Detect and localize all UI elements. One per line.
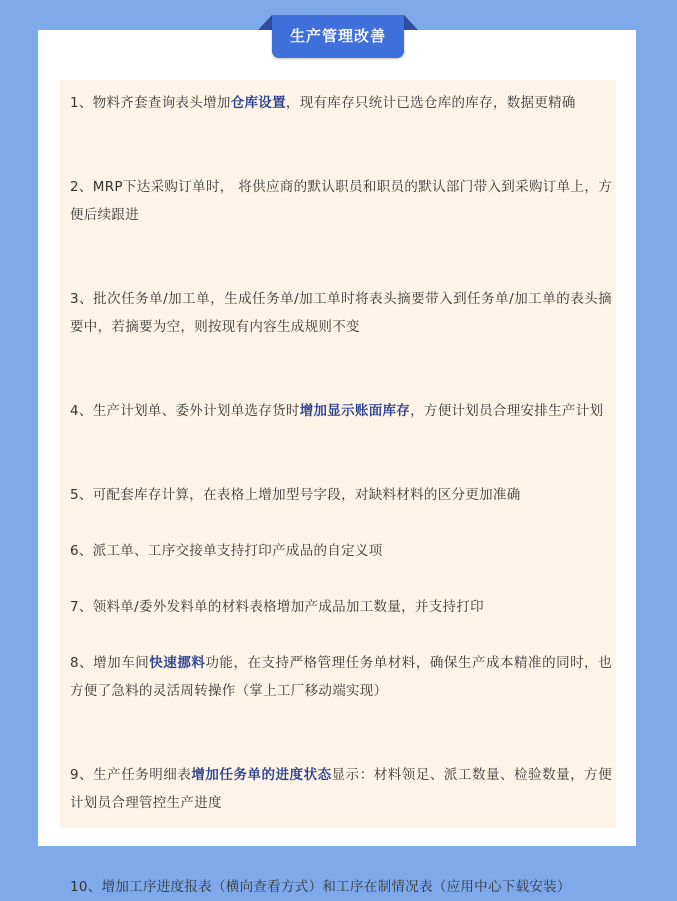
item-text: 5、可配套库存计算，在表格上增加型号字段，对缺料材料的区分更加准确 <box>70 487 521 503</box>
item-text: 1、物料齐套查询表头增加 <box>70 95 231 111</box>
item-text: 2、MRP下达采购订单时， 将供应商的默认职员和职员的默认部门带入到采购订单上，方便后续跟进 <box>70 179 612 223</box>
item-text: 4、生产计划单、委外计划单选存货时 <box>70 403 300 419</box>
item-text: 7、领料单/委外发料单的材料表格增加产成品加工数量，并支持打印 <box>70 599 484 615</box>
item-text: ，方便计划员合理安排生产计划 <box>410 403 604 419</box>
title-badge <box>258 15 418 59</box>
item-text: 功能，在支持严格管理任务单材料，确保生产成本精准的同时，也方便了急料的灵活周转操作（掌上工厂移动端实现） <box>70 655 613 699</box>
item-text: 6、派工单、工序交接单支持打印产成品的自定义项 <box>70 543 383 559</box>
list-item <box>70 397 612 425</box>
item-text: 8、增加车间 <box>70 655 150 671</box>
list-item <box>70 873 612 901</box>
list-item <box>70 649 612 705</box>
item-text: 9、生产任务明细表 <box>70 767 192 783</box>
list-item <box>70 89 612 117</box>
ribbon-fold-right <box>404 15 418 30</box>
list-item <box>70 537 612 565</box>
list-item <box>70 481 612 509</box>
item-text: 3、批次任务单/加工单，生成任务单/加工单时将表头摘要带入到任务单/加工单的表头摘要中，若摘要为空，则按现有内容生成规则不变 <box>70 291 612 335</box>
highlight-text: 增加任务单的进度状态 <box>191 767 332 783</box>
highlight-text: 仓库设置 <box>230 95 286 111</box>
highlight-text: 增加显示账面库存 <box>299 403 411 419</box>
ribbon-fold-left <box>258 15 272 30</box>
item-text: 10、增加工序进度报表（横向查看方式）和工序在制情况表（应用中心下载安装） <box>70 879 571 895</box>
list-item <box>70 285 612 341</box>
highlight-text: 快速挪料 <box>149 655 206 671</box>
list-item <box>70 761 612 817</box>
item-text: ，现有库存只统计已选仓库的库存，数据更精确 <box>285 95 576 111</box>
page-title: 生产管理改善 <box>272 15 404 58</box>
item-text: 显示：材料领足、派工数量、检验数量，方便计划员合理管控生产进度 <box>70 767 613 811</box>
list-item <box>70 173 612 229</box>
improvement-list <box>70 89 612 901</box>
list-item <box>70 593 612 621</box>
